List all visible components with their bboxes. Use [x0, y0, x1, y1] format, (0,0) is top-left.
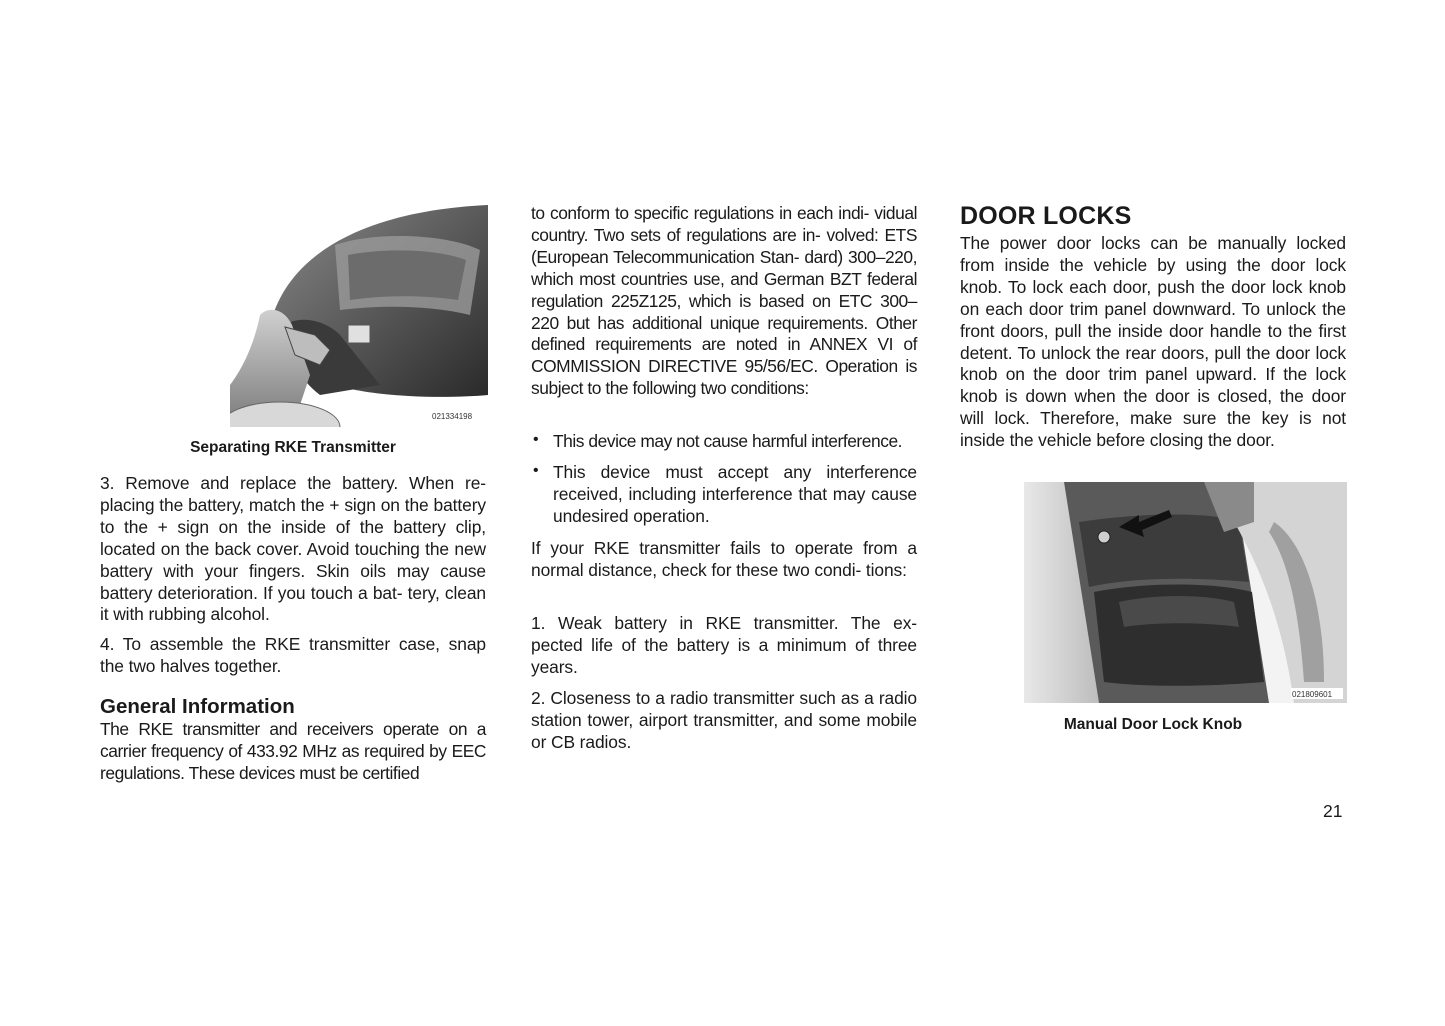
bullet-icon: •	[533, 461, 539, 479]
middle-column-intro	[531, 203, 917, 400]
middle-column-bullets	[531, 431, 917, 528]
list-item-text: This device must accept any interference received, including interference that may cause undesired operation.	[553, 461, 917, 526]
paragraph-general-information: The RKE transmitter and receivers operate on a carrier frequency of 433.92 MHz as required by EEC regulations. These devices must be certified	[100, 719, 486, 783]
paragraph-condition-1: 1. Weak battery in RKE transmitter. The ex- pected life of the battery is a minimum of three years.	[531, 613, 917, 677]
section-heading-general-information: General Information	[100, 695, 295, 718]
paragraph-check-conditions: If your RKE transmitter fails to operate from a normal distance, check for these two condi- tions:	[531, 538, 917, 580]
right-column-text	[960, 233, 1346, 452]
middle-column-check	[531, 538, 917, 582]
middle-column-item-2	[531, 688, 917, 754]
list-item-text: This device may not cause harmful interference.	[553, 431, 903, 451]
left-column-step-4	[100, 634, 486, 678]
door-lock-illustration	[1024, 482, 1347, 703]
figure-code: 021809601	[1292, 690, 1333, 699]
rke-transmitter-figure	[230, 205, 488, 427]
figure-code: 021334198	[432, 412, 473, 421]
paragraph-step-3: 3. Remove and replace the battery. When re- placing the battery, match the + sign on the battery to the + sign on the inside of the battery clip, located on the back cover. Avoid touching the new battery with your fingers. Skin oils may cause battery deterioration. If you touch a bat- tery, clean it with rubbing alcohol.	[100, 473, 486, 625]
left-column	[100, 473, 486, 626]
list-item	[531, 431, 917, 453]
rke-transmitter-illustration	[230, 205, 488, 427]
paragraph-step-4: 4. To assemble the RKE transmitter case, snap the two halves together.	[100, 634, 486, 676]
figure-caption: Manual Door Lock Knob	[1063, 716, 1243, 733]
paragraph-condition-2: 2. Closeness to a radio transmitter such as a radio station tower, airport transmitter, and some mobile or CB radios.	[531, 688, 917, 752]
door-lock-figure	[1024, 482, 1347, 703]
paragraph-door-locks: The power door locks can be manually locked from inside the vehicle by using the door lock knob. To lock each door, push the door lock knob on each door trim panel downward. To unlock the front doors, pull the inside door handle to the first detent. To unlock the rear doors, pull the door lock knob on the door trim panel upward. If the lock knob is down when the door is closed, the door will lock. Therefore, make sure the key is not inside the vehicle before closing the door.	[960, 233, 1346, 451]
bullet-icon: •	[533, 431, 539, 448]
page-number: 21	[1323, 801, 1343, 821]
paragraph-regulations: to conform to specific regulations in each indi- vidual country. Two sets of regulations are in- volved: ETS (European Telecommunication Stan- dard) 300–220, which most countries use, and German BZT federal regulation 225Z125, which is based on ETC 300–220 but has additional unique requirements. Other defined requirements are noted in ANNEX VI of COMMISSION DIRECTIVE 95/56/EC. Operation is subject to the following two conditions:	[531, 203, 917, 399]
list-item	[531, 462, 917, 528]
section-heading-door-locks: DOOR LOCKS	[960, 202, 1132, 230]
figure-caption: Separating RKE Transmitter	[190, 439, 396, 456]
left-column-general-info	[100, 719, 486, 785]
middle-column-item-1	[531, 613, 917, 679]
conditions-list	[531, 431, 917, 528]
